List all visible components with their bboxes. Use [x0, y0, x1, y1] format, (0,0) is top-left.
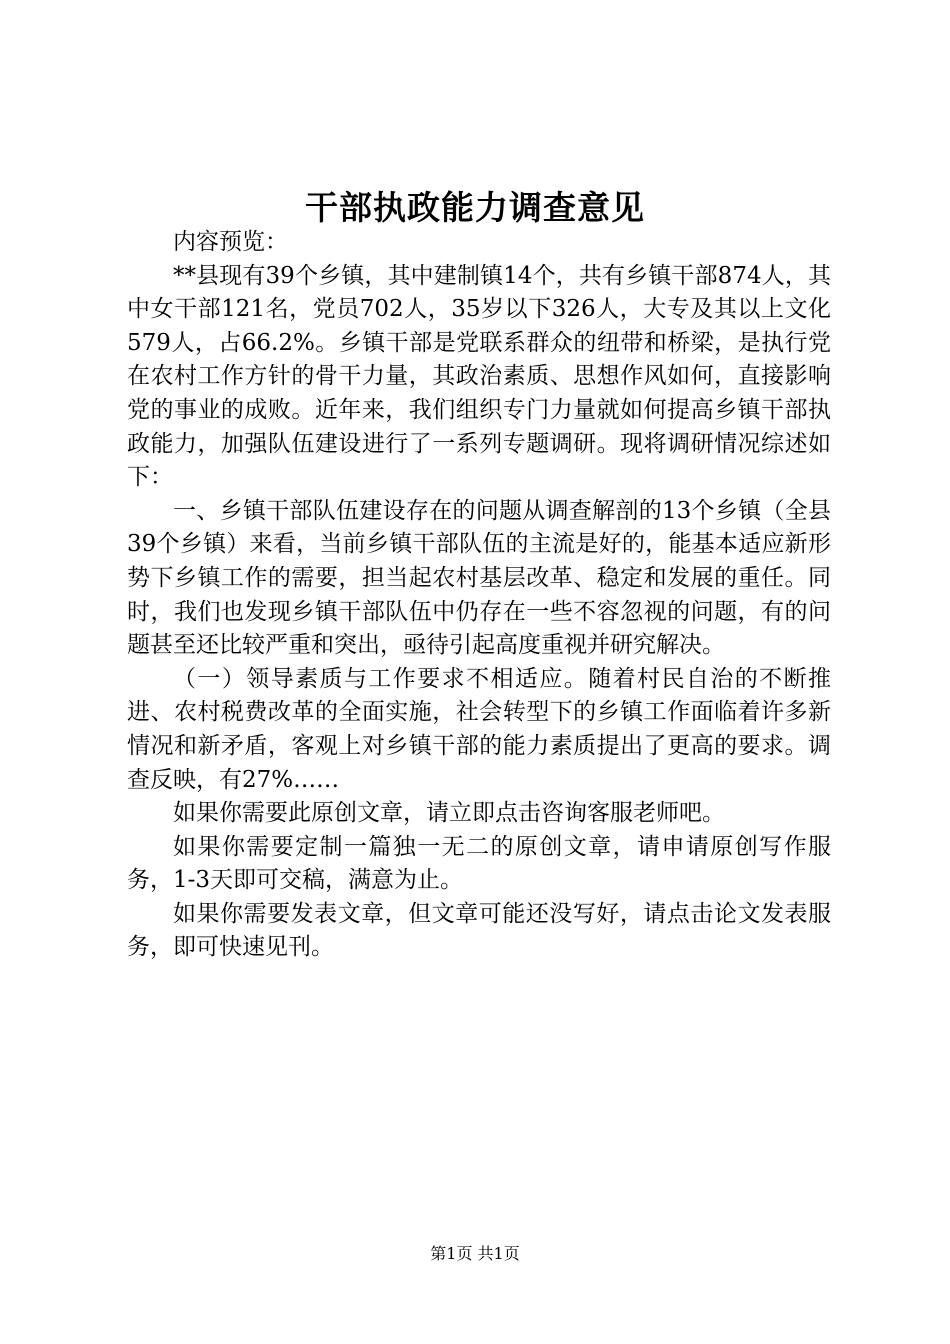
page-footer: 第1页 共1页 [430, 1244, 520, 1263]
document-body [127, 226, 831, 965]
document-title: 干部执政能力调查意见 [305, 188, 645, 227]
paragraph-consult-link[interactable]: 如果你需要此原创文章，请立即点击咨询客服老师吧。 [173, 800, 725, 827]
preview-label: 内容预览： [173, 229, 288, 255]
paragraph-subsection-one: （一）领导素质与工作要求不相适应。随着村民自治的不断推进、农村税费改革的全面实施，社会转型下的乡镇工作面临着许多新情况和新矛盾，客观上对乡镇干部的能力素质提出了更高的要求。调查反映，有27%…… [127, 665, 831, 793]
paragraph-publish-link[interactable]: 如果你需要发表文章，但文章可能还没写好，请点击论文发表服务，即可快速见刊。 [127, 900, 831, 961]
paragraph-intro: **县现有39个乡镇，其中建制镇14个，共有乡镇干部874人，其中女干部121名，党员702人，35岁以下326人，大专及其以上文化579人，占66.2%。乡镇干部是党联系群众的纽带和桥梁，是执行党在农村工作方针的骨干力量，其政治素质、思想作风如何，直接影响党的事业的成败。近年来，我们组织专门力量就如何提高乡镇干部执政能力，加强队伍建设进行了一系列专题调研。现将调研情况综述如下： [127, 262, 831, 491]
paragraph-custom-writing-link[interactable]: 如果你需要定制一篇独一无二的原创文章，请申请原创写作服务，1-3天即可交稿，满意为止。 [127, 833, 831, 894]
paragraph-section-one: 一、乡镇干部队伍建设存在的问题从调查解剖的13个乡镇（全县39个乡镇）来看，当前乡镇干部队伍的主流是好的，能基本适应新形势下乡镇工作的需要，担当起农村基层改革、稳定和发展的重任。同时，我们也发现乡镇干部队伍中仍存在一些不容忽视的问题，有的问题甚至还比较严重和突出，亟待引起高度重视并研究解决。 [127, 497, 831, 659]
